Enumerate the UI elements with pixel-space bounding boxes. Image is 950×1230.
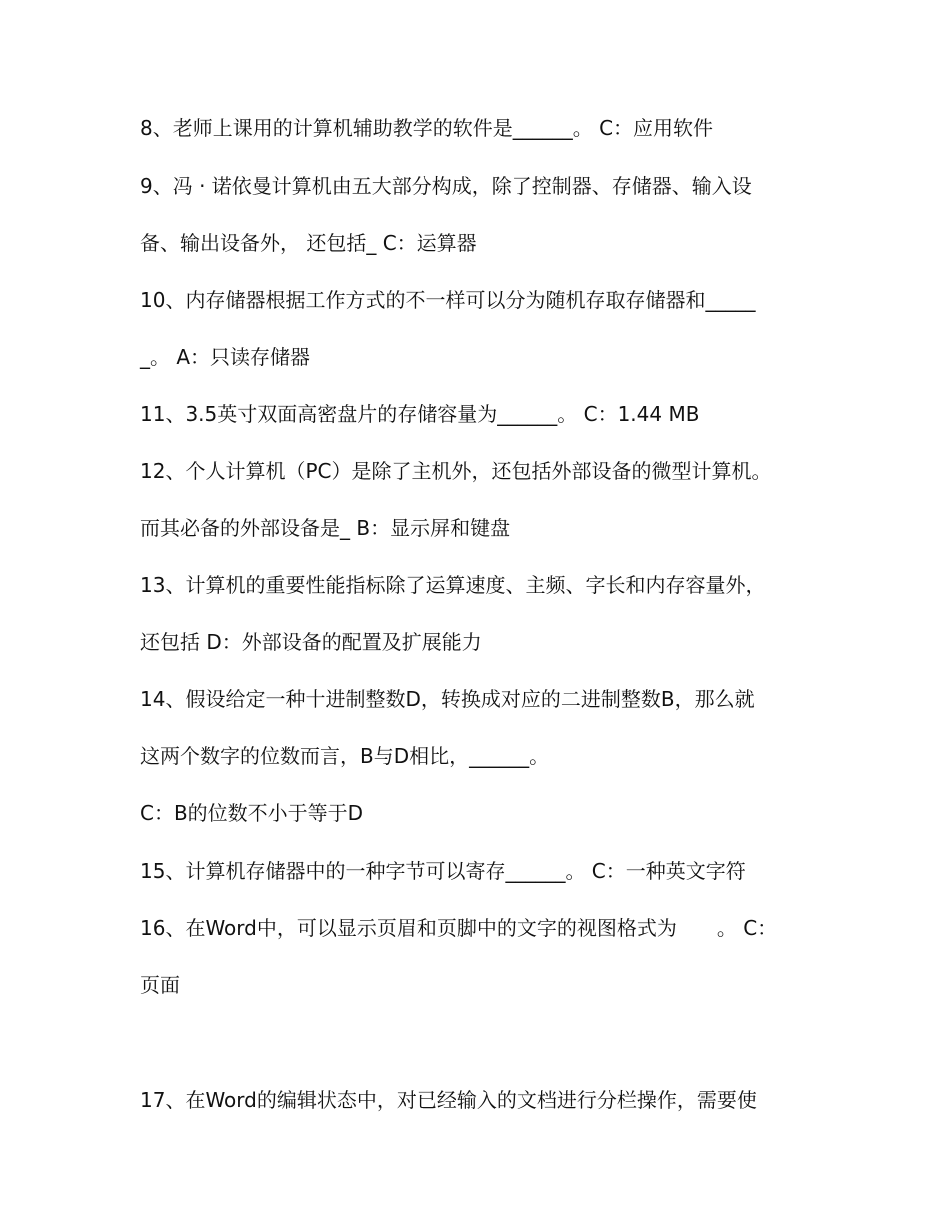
text-line-q12-cont: 而其必备的外部设备是_ B：显示屏和键盘	[140, 516, 511, 540]
text-line-q16: 16、在Word中，可以显示页眉和页脚中的文字的视图格式为 。 C：	[140, 916, 778, 940]
text-line-q12: 12、个人计算机（PC）是除了主机外，还包括外部设备的微型计算机。	[140, 459, 772, 483]
text-line-q10-cont: _。 A：只读存储器	[140, 345, 311, 369]
text-line-q10: 10、内存储器根据工作方式的不一样可以分为随机存取存储器和_____	[140, 288, 756, 312]
text-line-q11: 11、3.5英寸双面高密盘片的存储容量为______。 C：1.44 MB	[140, 402, 700, 426]
text-line-q17: 17、在Word的编辑状态中，对已经输入的文档进行分栏操作，需要使	[140, 1088, 757, 1112]
text-line-q16-cont: 页面	[140, 973, 180, 997]
text-line-q13: 13、计算机的重要性能指标除了运算速度、主频、字长和内存容量外，	[140, 573, 766, 597]
text-line-q14-cont: 这两个数字的位数而言，B与D相比，______。	[140, 744, 550, 768]
text-line-q8: 8、老师上课用的计算机辅助教学的软件是______。 C：应用软件	[140, 116, 714, 140]
text-line-q14-answer: C：B的位数不小于等于D	[140, 801, 364, 825]
text-line-q9: 9、冯 · 诺依曼计算机由五大部分构成，除了控制器、存储器、输入设	[140, 174, 752, 198]
text-line-q9-cont: 备、输出设备外， 还包括_ C：运算器	[140, 231, 477, 255]
text-line-q14: 14、假设给定一种十进制整数D，转换成对应的二进制整数B，那么就	[140, 687, 755, 711]
text-line-q13-cont: 还包括 D：外部设备的配置及扩展能力	[140, 630, 482, 654]
text-line-q15: 15、计算机存储器中的一种字节可以寄存______。 C：一种英文字符	[140, 859, 746, 883]
